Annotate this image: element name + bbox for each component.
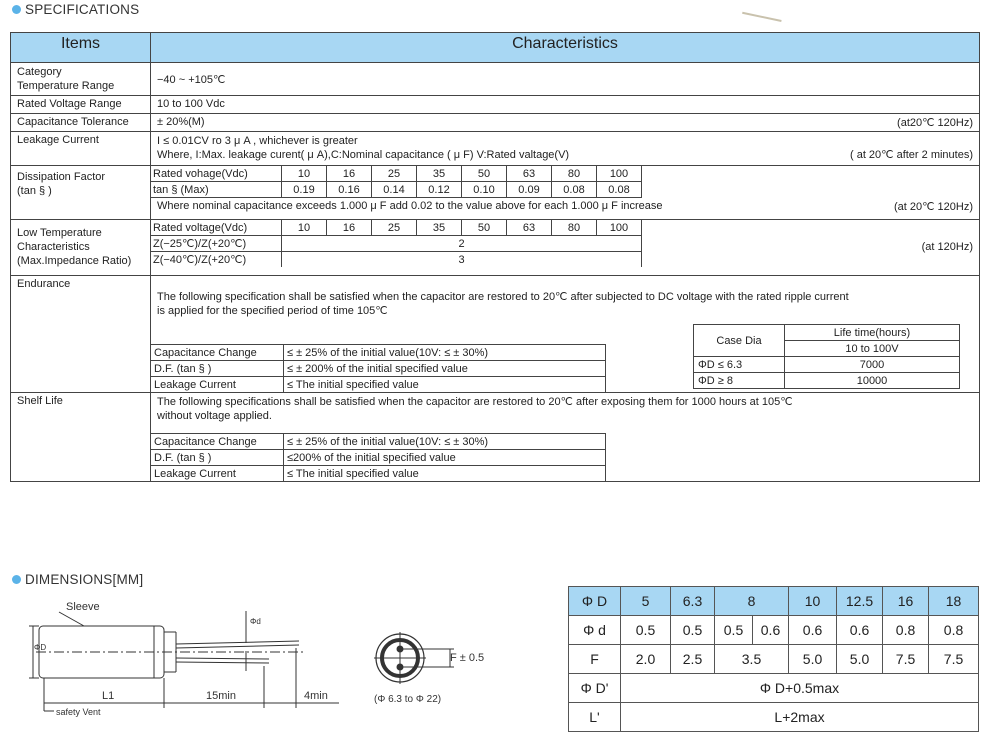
dissipation-label: Dissipation Factor (tan § ) [11,166,151,220]
capacitance-tolerance-label: Capacitance Tolerance [11,114,151,132]
value-cell: 25 [372,220,417,236]
table-row [151,466,606,482]
value-cell: 100 [597,220,642,236]
value-cell: 80 [552,220,597,236]
value-cell: 50 [462,166,507,182]
diameter-range-label: (Φ 6.3 to Φ 22) [374,694,442,705]
capacitor-drawing [14,596,354,721]
leakage-note: ( at 20℃ after 2 minutes) [849,149,973,161]
low-temp-label: Low Temperature Characteristics (Max.Impedance Ratio) [11,220,151,276]
low-temp-note: (at 120Hz) [921,241,973,253]
dissipation-value: Rated vohage(Vdc) 10 16 25 35 50 63 80 100 tan § (Max) 0.19 0.16 0.14 0.12 0.10 0.09 0.08 0.08 Where nominal capacitance exceeds 1.000 μ F add 0.02 to the value above for each 1.000 μ F increase (at 20℃ 120Hz) [151,166,980,220]
value-cell: 100 [597,166,642,182]
spec-value: ≤ The initial specified value [284,466,606,482]
spec-value: ≤200% of the initial specified value [284,450,606,466]
table-row [151,345,606,361]
lead-wire [176,641,299,644]
f-tolerance-label: F ± 0.5 [450,652,485,664]
low-temp-table: Rated voltage(Vdc) 10 16 25 35 50 63 80 100 Z(−25℃)/Z(+20℃) 2 Z(−40℃)/Z(+20℃) 3 [151,220,642,267]
leakage-label: Leakage Current [11,132,151,166]
value-cell: 10 [282,220,327,236]
characteristics-header: Characteristics [151,33,980,63]
bullet-icon [12,5,21,14]
value-cell: 50 [462,220,507,236]
sleeve-label: Sleeve [66,601,100,613]
value-cell: 16 [327,220,372,236]
items-header: Items [11,33,151,63]
dimensions-table: Φ D 5 6.3 8 10 12.5 16 18 Φ d 0.5 0.5 0.5 0.6 0.6 0.6 0.8 0.8 F 2.0 2.5 3.5 5.0 5.0 7.5 7.5 Φ D' Φ D+0.5max L' L+2max [568,586,979,732]
table-row [151,361,606,377]
value-cell: 0.19 [282,182,327,198]
capacitance-tolerance-value: ± 20%(M) (at20℃ 120Hz) [151,114,980,132]
spec-key: Capacitance Change [151,434,284,450]
decorative-line [742,0,784,22]
rated-voltage-label: Rated Voltage Range [11,96,151,114]
shelf-life-label: Shelf Life [11,393,151,482]
spec-key: Leakage Current [151,466,284,482]
4min-label: 4min [304,690,328,702]
spec-key: D.F. (tan § ) [151,361,284,377]
value-cell: 0.16 [327,182,372,198]
dissipation-table: Rated vohage(Vdc) 10 16 25 35 50 63 80 100 tan § (Max) 0.19 0.16 0.14 0.12 0.10 0.09 0.08 0.08 [151,166,642,198]
dimensions-title: DIMENSIONS[MM] [12,572,143,587]
bullet-icon [12,575,21,584]
spec-value: ≤ ± 25% of the initial value(10V: ≤ ± 30%) [284,434,606,450]
value-cell: 10 [282,166,327,182]
capacitor-end-view [368,622,528,712]
value-cell: 0.14 [372,182,417,198]
value-cell: 80 [552,166,597,182]
spec-key: Leakage Current [151,377,284,393]
life-table: Case Dia Life time(hours) 10 to 100V ΦD ≤ 6.3 7000 ΦD ≥ 8 10000 [693,324,960,389]
specifications-table [10,32,980,482]
endurance-label: Endurance [11,276,151,393]
spec-key: Capacitance Change [151,345,284,361]
table-row [151,377,606,393]
category-label: Category Temperature Range [11,63,151,96]
phi-D-label: ΦD [34,643,47,652]
table-row [151,450,606,466]
specifications-title: SPECIFICATIONS [12,2,139,17]
value-cell: 0.08 [597,182,642,198]
spec-value: ≤ The initial specified value [284,377,606,393]
value-cell: 0.09 [507,182,552,198]
tolerance-note: (at20℃ 120Hz) [897,117,973,129]
table-row [151,434,606,450]
low-temp-value [151,220,980,276]
category-value: −40 ~ +105℃ [151,63,980,96]
value-cell: 0.12 [417,182,462,198]
safety-vent-label: safety Vent [56,707,101,717]
value-cell: 16 [327,166,372,182]
rated-voltage-value: 10 to 100 Vdc [151,96,980,114]
shelf-table [151,433,606,481]
value-cell: 35 [417,220,462,236]
l1-label: L1 [102,690,115,702]
dissipation-note: (at 20℃ 120Hz) [894,201,973,213]
phi-d-label: Φd [250,617,261,626]
spec-value: ≤ ± 200% of the initial specified value [284,361,606,377]
leakage-value: I ≤ 0.01CV ro 3 μ A , whichever is greater Where, I:Max. leakage curent( μ A),C:Nominal capacitance ( μ F) V:Rated valtage(V) ( at 20℃ after 2 minutes) [151,132,980,166]
value-cell: 63 [507,166,552,182]
value-cell: 25 [372,166,417,182]
spec-key: D.F. (tan § ) [151,450,284,466]
spec-value: ≤ ± 25% of the initial value(10V: ≤ ± 30%) [284,345,606,361]
endurance-table [151,344,606,392]
value-cell: 0.08 [552,182,597,198]
15min-label: 15min [206,690,236,702]
value-cell: 0.10 [462,182,507,198]
value-cell: 63 [507,220,552,236]
lead-wire [176,658,269,659]
endurance-value: The following specification shall be satisfied when the capacitor are restored to 20℃ after subjected to DC voltage with the rated ripple current is applied for the specified period of time 105℃ Capacitance Change ≤ ± 25% of the initial value(10V: ≤ ± 30%) D.F. (tan § ) ≤ ± 200% of the initial specified value Leakage Current ≤ The initial specified value Case Dia Life time(hours) 10 to 100V ΦD ≤ 6.3 7000 ΦD ≥ 8 10000 [151,276,980,393]
value-cell: 35 [417,166,462,182]
shelf-life-value: The following specifications shall be satisfied when the capacitor are restored to 20℃ after exposing them for 1000 hours at 105℃ without voltage applied. Capacitance Change ≤ ± 25% of the initial value(10V: ≤ ± 30%) D.F. (tan § ) ≤200% of the initial specified value Leakage Current ≤ The initial specified value [151,393,980,482]
